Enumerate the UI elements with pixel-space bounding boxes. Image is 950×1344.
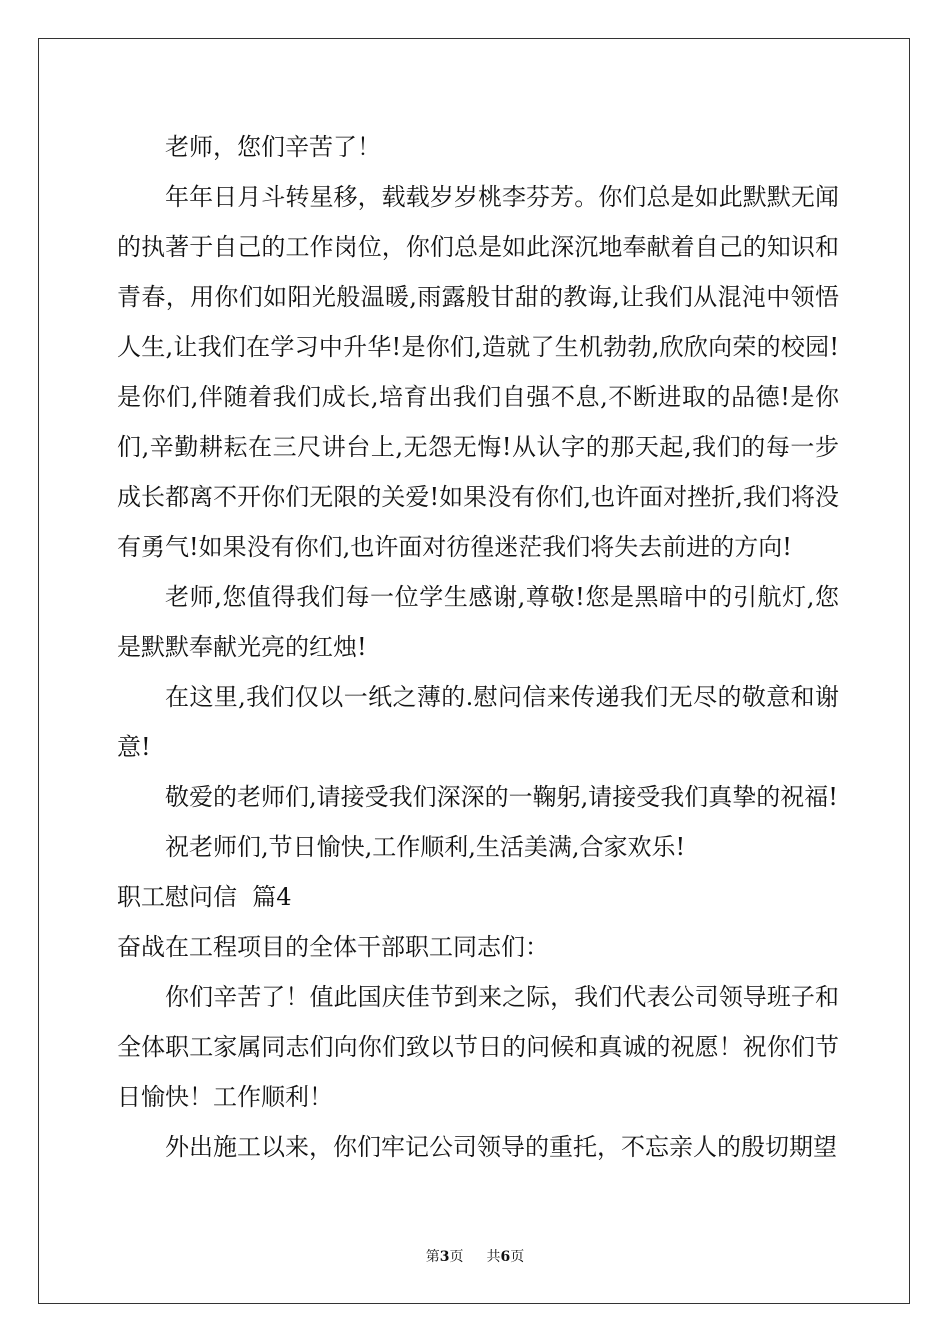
paragraph: 老师,您值得我们每一位学生感谢,尊敬!您是黑暗中的引航灯,您是默默奉献光亮的红烛! — [117, 583, 839, 661]
salutation: 奋战在工程项目的全体干部职工同志们： — [117, 933, 549, 961]
total-suffix: 页 — [510, 1249, 525, 1265]
paragraph: 敬爱的老师们,请接受我们深深的一鞠躬,请接受我们真挚的祝福! — [165, 783, 838, 811]
paragraph: 外出施工以来，你们牢记公司领导的重托，不忘亲人的殷切期望 — [165, 1133, 837, 1161]
document-body — [117, 122, 839, 1172]
paragraph: 年年日月斗转星移，载载岁岁桃李芬芳。你们总是如此默默无闻的执著于自己的工作岗位，你们总是如此深沉地奉献着自己的知识和青春，用你们如阳光般温暖,雨露般甘甜的教诲,让我们从混沌中领悟人生,让我们在学习中升华!是你们,造就了生机勃勃,欣欣向荣的校园!是你们,伴随着我们成长,培育出我们自强不息,不断进取的品德!是你们,辛勤耕耘在三尺讲台上,无怨无悔!从认字的那天起,我们的每一步成长都离不开你们无限的关爱!如果没有你们,也许面对挫折,我们将没有勇气!如果没有你们,也许面对彷徨迷茫我们将失去前进的方向! — [117, 183, 839, 561]
total-indicator — [486, 1246, 524, 1266]
section-heading: 职工慰问信 篇4 — [117, 883, 292, 911]
paragraph: 在这里,我们仅以一纸之薄的.慰问信来传递我们无尽的敬意和谢意! — [117, 683, 839, 761]
paragraph: 你们辛苦了！值此国庆佳节到来之际，我们代表公司领导班子和全体职工家属同志们向你们致以节日的问候和真诚的祝愿！祝你们节日愉快！工作顺利！ — [117, 983, 839, 1111]
page-number: 3 — [439, 1249, 450, 1265]
paragraph: 祝老师们,节日愉快,工作顺利,生活美满,合家欢乐! — [165, 833, 686, 861]
paragraph: 老师，您们辛苦了！ — [165, 133, 381, 161]
page-suffix: 页 — [449, 1249, 464, 1265]
total-prefix: 共 — [486, 1249, 501, 1265]
page-prefix: 第 — [425, 1249, 440, 1265]
total-pages: 6 — [500, 1249, 511, 1265]
page-footer — [0, 1246, 950, 1266]
page-indicator — [426, 1246, 464, 1266]
